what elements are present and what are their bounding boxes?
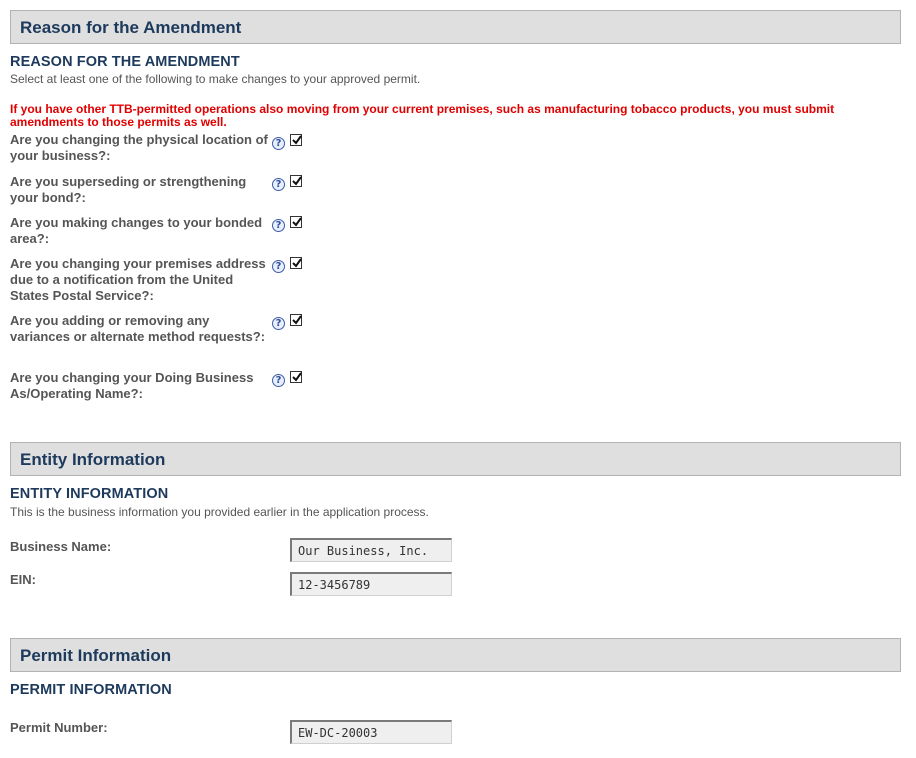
checkmark-icon bbox=[291, 216, 303, 228]
help-icon[interactable]: ? bbox=[272, 317, 285, 330]
question-label-bond: Are you superseding or strengthening your bond?: bbox=[10, 174, 247, 205]
help-icon[interactable]: ? bbox=[272, 137, 285, 150]
question-label-variances: Are you adding or removing any variances or alternate method requests?: bbox=[10, 313, 266, 344]
reason-section-header bbox=[10, 10, 901, 44]
warning-message: If you have other TTB-permitted operations also moving from your current premises, such as manufacturing tobacco products, you must submit amendments to those permits as well. bbox=[10, 102, 835, 129]
permit-number-field[interactable]: EW-DC-20003 bbox=[290, 720, 452, 744]
checkmark-icon bbox=[291, 314, 303, 326]
reason-description: Select at least one of the following to make changes to your approved permit. bbox=[10, 72, 421, 86]
help-icon[interactable]: ? bbox=[272, 260, 285, 273]
question-label-bonded-area: Are you making changes to your bonded area?: bbox=[10, 215, 263, 246]
entity-section-header bbox=[10, 442, 901, 476]
ein-field[interactable]: 12-3456789 bbox=[290, 572, 452, 596]
entity-description: This is the business information you provided earlier in the application process. bbox=[10, 505, 429, 519]
help-icon[interactable]: ? bbox=[272, 374, 285, 387]
permit-number-label: Permit Number: bbox=[10, 720, 108, 735]
checkmark-icon bbox=[291, 175, 303, 187]
help-icon[interactable]: ? bbox=[272, 178, 285, 191]
business-name-field[interactable]: Our Business, Inc. bbox=[290, 538, 452, 562]
question-label-usps-address: Are you changing your premises address due to a notification from the United States Postal Service?: bbox=[10, 256, 266, 303]
checkmark-icon bbox=[291, 134, 303, 146]
help-icon[interactable]: ? bbox=[272, 219, 285, 232]
checkbox-usps-address[interactable] bbox=[290, 257, 302, 269]
checkbox-variances[interactable] bbox=[290, 314, 302, 326]
ein-label: EIN: bbox=[10, 572, 36, 587]
question-label-physical-location: Are you changing the physical location of your business?: bbox=[10, 132, 268, 163]
permit-section-header-text: Permit Information bbox=[20, 646, 172, 665]
checkbox-physical-location[interactable] bbox=[290, 134, 302, 146]
checkbox-bonded-area[interactable] bbox=[290, 216, 302, 228]
permit-section-header bbox=[10, 638, 901, 672]
checkbox-dba-name[interactable] bbox=[290, 371, 302, 383]
checkbox-bond[interactable] bbox=[290, 175, 302, 187]
entity-section-header-text: Entity Information bbox=[20, 450, 166, 469]
checkmark-icon bbox=[291, 371, 303, 383]
business-name-label: Business Name: bbox=[10, 539, 112, 554]
reason-title: REASON FOR THE AMENDMENT bbox=[10, 54, 240, 70]
reason-section-header-text: Reason for the Amendment bbox=[20, 18, 242, 37]
entity-title: ENTITY INFORMATION bbox=[10, 486, 169, 502]
checkmark-icon bbox=[291, 257, 303, 269]
question-label-dba-name: Are you changing your Doing Business As/Operating Name?: bbox=[10, 370, 254, 401]
permit-title: PERMIT INFORMATION bbox=[10, 682, 172, 698]
